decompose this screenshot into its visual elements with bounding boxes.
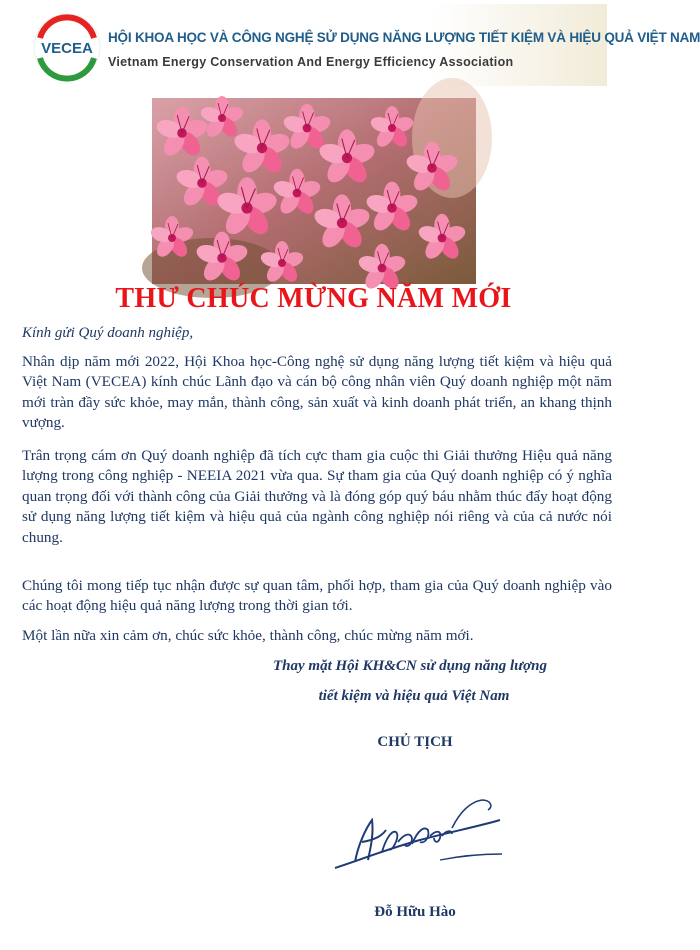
- signer-role: CHỦ TỊCH: [377, 734, 453, 750]
- letter-paragraph-2: Trân trọng cám ơn Quý doanh nghiệp đã tích cực tham gia cuộc thi Giải thưởng Hiệu quả năng lượng trong công nghiệp - NEEIA 2021 vừa qua. Sự tham gia của Quý doanh nghiệp có ý nghĩa quan trọng đối với thành công của Giải thưởng và là đóng góp quý báu nhằm thúc đẩy hoạt động sử dụng năng lượng tiết kiệm và hiệu quả của ngành công nghiệp nói riêng và của cả nước nói chung.: [22, 447, 612, 546]
- letter-paragraph-4: Một lần nữa xin cảm ơn, chúc sức khỏe, thành công, chúc mừng năm mới.: [22, 627, 474, 644]
- sign-on-behalf-line-2: tiết kiệm và hiệu quả Việt Nam: [318, 688, 510, 704]
- letter-greeting: Kính gửi Quý doanh nghiệp,: [22, 325, 194, 341]
- org-name-vn: HỘI KHOA HỌC VÀ CÔNG NGHỆ SỬ DỤNG NĂNG LƯỢNG TIẾT KIỆM VÀ HIỆU QUẢ VIỆT NAM: [108, 30, 700, 45]
- sign-on-behalf-line-1: Thay mặt Hội KH&CN sử dụng năng lượng: [273, 658, 547, 674]
- letterhead: [22, 4, 700, 86]
- org-name-en: Vietnam Energy Conservation And Energy Efficiency Association: [108, 55, 514, 69]
- letter-paragraph-1: Nhân dịp năm mới 2022, Hội Khoa học-Công nghệ sử dụng năng lượng tiết kiệm và hiệu quả Việt Nam (VECEA) kính chúc Lãnh đạo và cán bộ công nhân viên Quý doanh nghiệp một năm mới tràn đầy sức khỏe, may mắn, thành công, sản xuất và kinh doanh phát triển, an khang thịnh vượng.: [22, 353, 612, 432]
- logo-text: VECEA: [41, 40, 93, 57]
- letter-title: THƯ CHÚC MỪNG NĂM MỚI: [115, 283, 512, 314]
- vecea-logo: [32, 12, 102, 82]
- signer-name: Đỗ Hữu Hào: [374, 904, 456, 920]
- letter-paragraph-3: Chúng tôi mong tiếp tục nhận được sự quan tâm, phối hợp, tham gia của Quý doanh nghiệp vào các hoạt động hiệu quả năng lượng trong thời gian tới.: [22, 577, 612, 615]
- pink-azalea-flowers-photo: [152, 98, 476, 284]
- handwritten-signature: [320, 790, 510, 880]
